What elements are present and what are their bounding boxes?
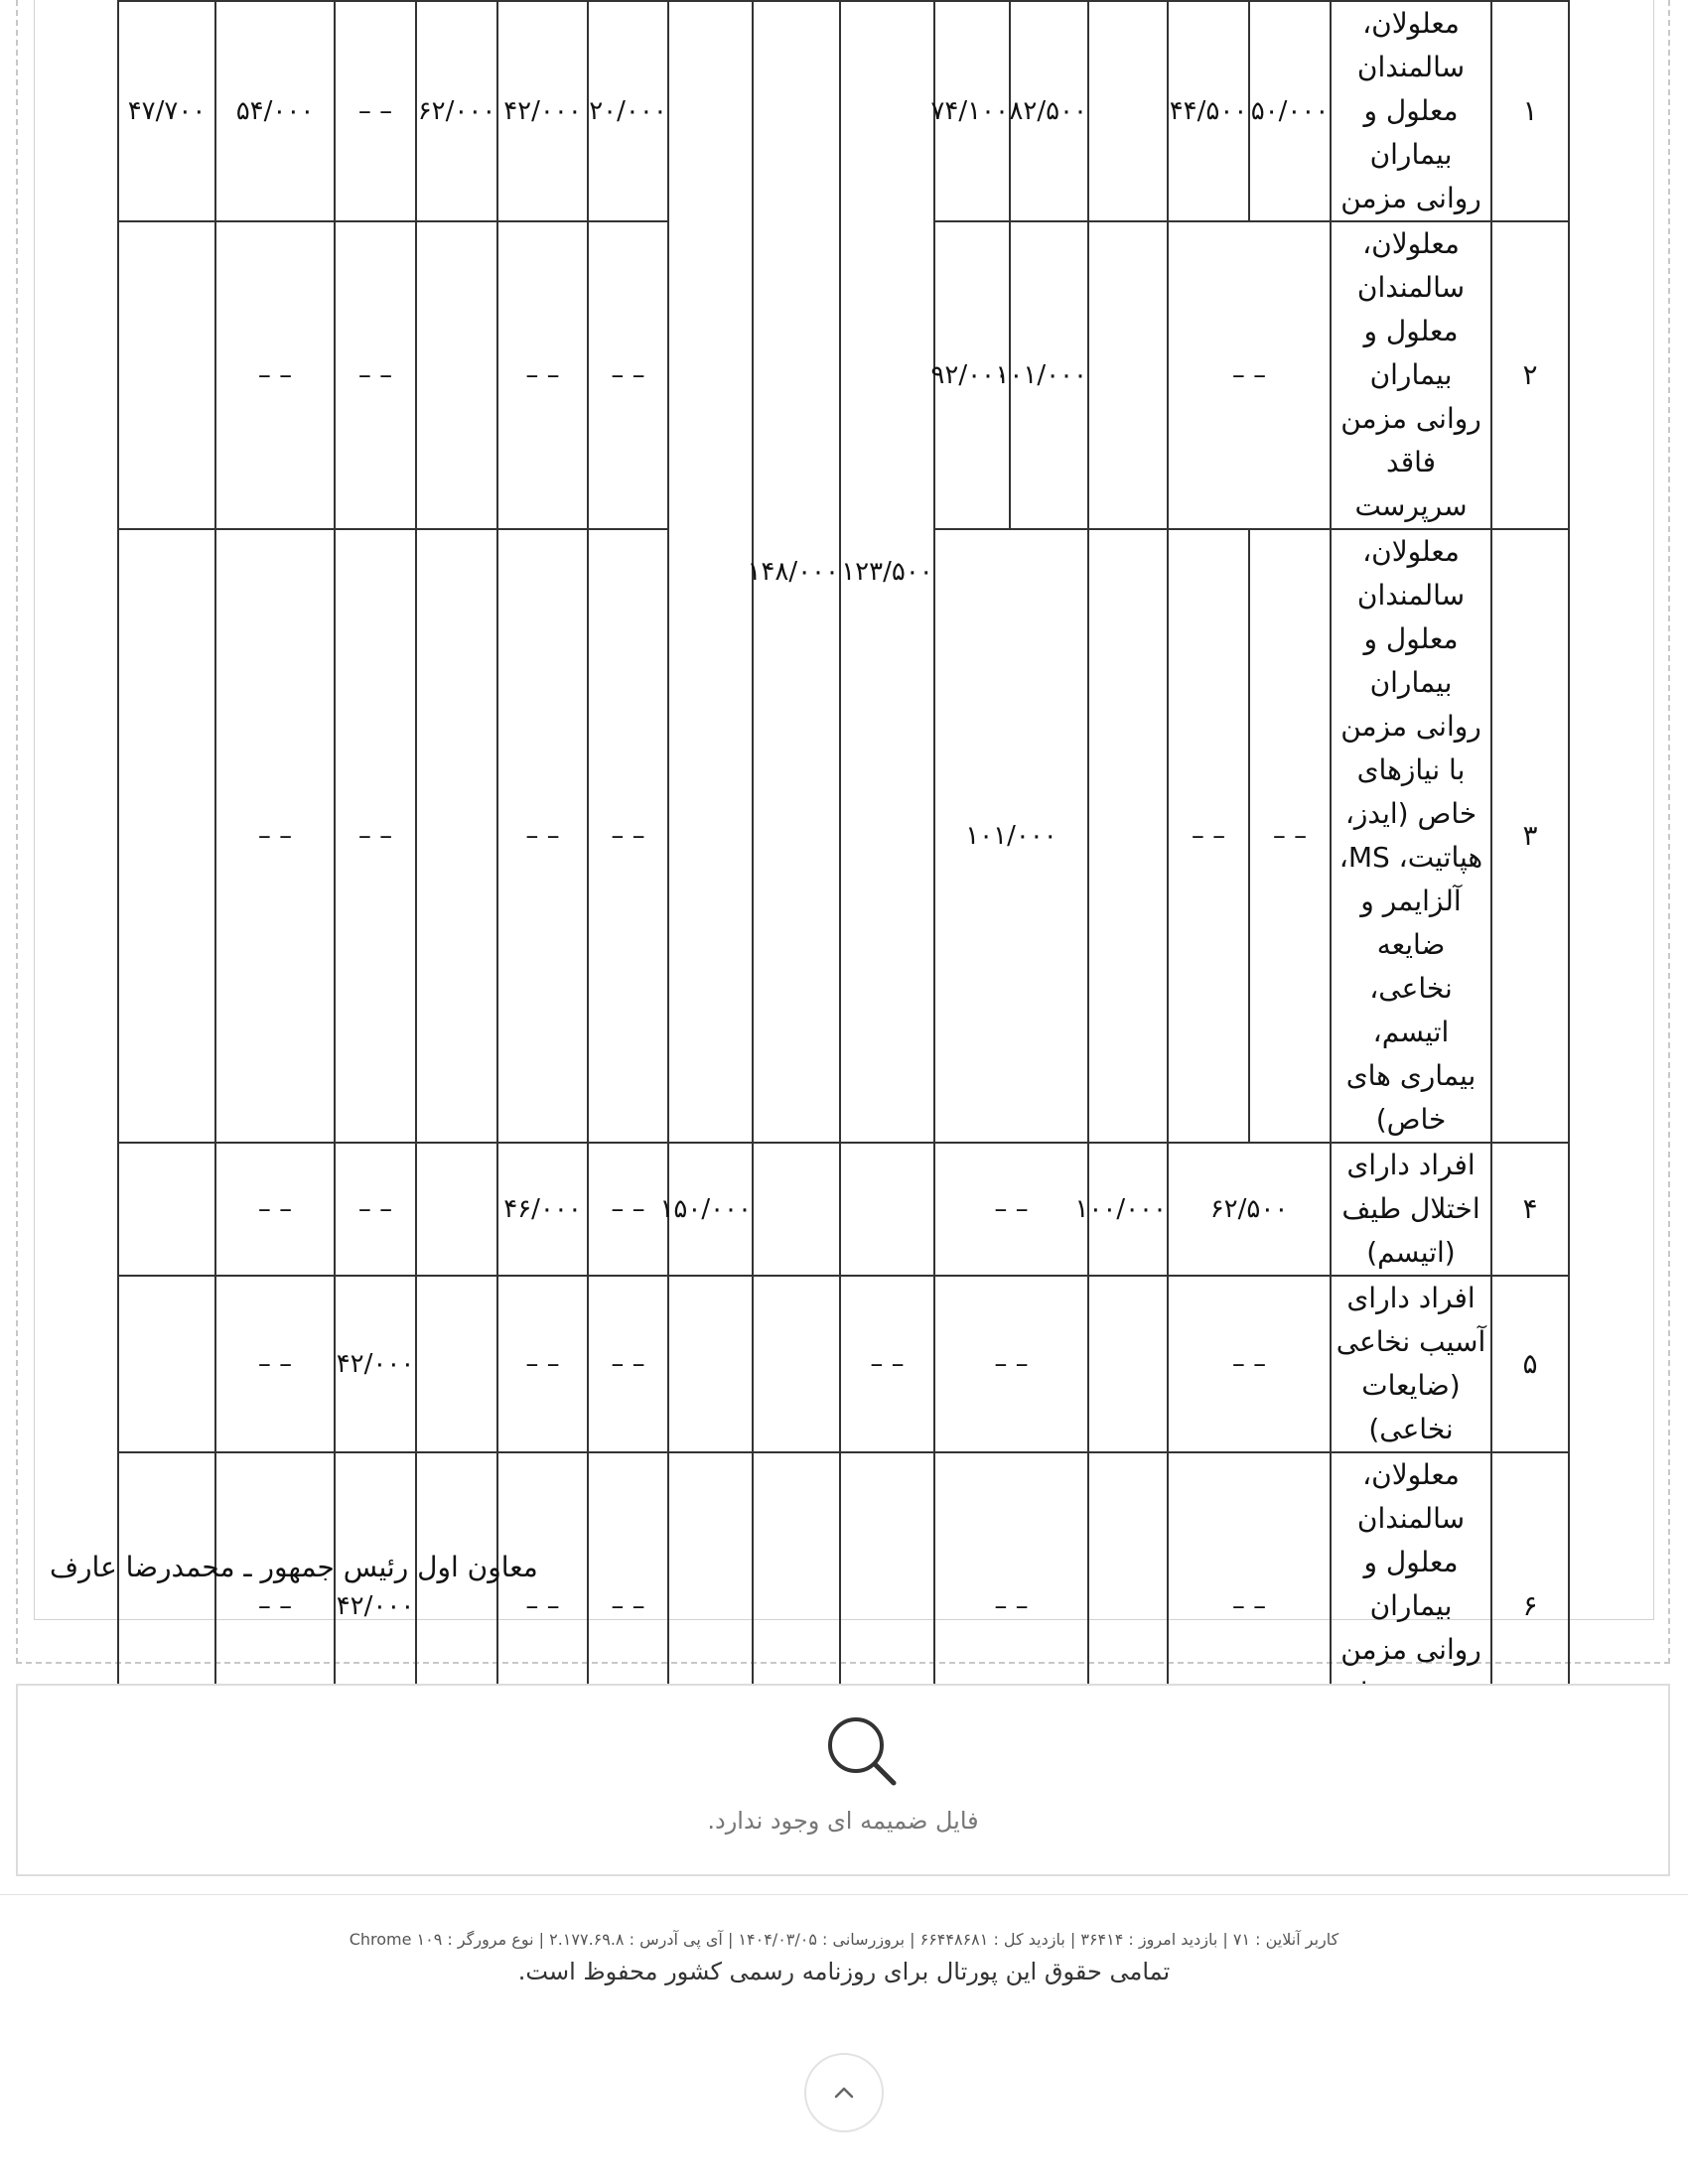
merged-cell: ۱۴۸/۰۰۰ <box>753 1 840 1143</box>
row-description: معلولان، سالمندان معلول و بیماران روانی مزمن <box>1331 1452 1491 1760</box>
table-cell: – – <box>1249 529 1331 1143</box>
table-cell: ۵۰/۰۰۰ <box>1249 1 1331 221</box>
row-description: معلولان، سالمندان معلول و بیماران روانی مزمن فاقد سرپرست <box>1331 221 1491 529</box>
no-attachment-message: فایل ضمیمه ای وجود ندارد. <box>707 1807 979 1835</box>
chevron-up-icon <box>832 2083 856 2103</box>
table-cell: ۶۲/۵۰۰ <box>1168 1143 1331 1276</box>
footer-divider <box>0 1894 1688 1895</box>
row-description: معلولان، سالمندان معلول و بیماران روانی مزمن با نیازهای خاص (ایدز، هپاتیت، MS، آلزایمر و ضایعه نخاعی، اتیسم، بیماری های خاص) <box>1331 529 1491 1143</box>
table-row <box>118 1276 1569 1452</box>
table-cell: – – <box>934 1276 1088 1452</box>
table-cell: – – <box>335 221 416 529</box>
table-cell: ۴۷/۷۰۰ <box>118 1 215 221</box>
search-icon <box>824 1713 900 1789</box>
table-cell: ۱۰۰/۰۰۰ <box>1088 1143 1168 1276</box>
merged-cell: ۱۲۳/۵۰۰ <box>840 1 934 1143</box>
table-cell <box>118 221 215 529</box>
row-description: افراد دارای آسیب نخاعی (ضایعات نخاعی) <box>1331 1276 1491 1452</box>
table-cell <box>1088 1276 1168 1452</box>
table-cell: – – <box>588 529 668 1143</box>
table-cell: ۴۲/۰۰۰ <box>497 1 588 221</box>
table-cell: ۴۶/۰۰۰ <box>497 1143 588 1276</box>
table-cell <box>416 1276 497 1452</box>
row-description: افراد دارای اختلال طیف (اتیسم) <box>1331 1143 1491 1276</box>
table-cell: ۷۴/۱۰۰ <box>934 1 1010 221</box>
table-cell: – – <box>215 529 335 1143</box>
row-number: ۵ <box>1491 1276 1569 1452</box>
table-cell <box>416 1143 497 1276</box>
signature: معاون اول رئیس جمهور ـ محمدرضا عارف <box>50 1551 538 1583</box>
table-cell <box>416 221 497 529</box>
table-cell: ۱۰۱/۰۰۰ <box>934 529 1088 1143</box>
table-cell: – – <box>1168 1452 1331 1760</box>
table-cell <box>668 1276 753 1452</box>
scroll-to-top-button[interactable] <box>804 2053 884 2132</box>
table-cell: – – <box>1168 529 1249 1143</box>
table-cell: ۸۲/۵۰۰ <box>1010 1 1088 221</box>
row-number: ۳ <box>1491 529 1569 1143</box>
table-cell: – – <box>335 529 416 1143</box>
table-cell: ۹۲/۰۰۰ <box>934 221 1010 529</box>
table-cell: – – <box>497 529 588 1143</box>
table-cell: ۵۴/۰۰۰ <box>215 1 335 221</box>
table-cell: – – <box>497 221 588 529</box>
table-cell: – – <box>215 1452 335 1760</box>
row-number: ۲ <box>1491 221 1569 529</box>
table-cell: – – <box>335 1143 416 1276</box>
table-row <box>118 1143 1569 1276</box>
table-cell <box>416 529 497 1143</box>
table-cell: ۴۲/۰۰۰ <box>335 1452 416 1760</box>
table-cell: – – <box>588 1143 668 1276</box>
table-cell: – – <box>588 1276 668 1452</box>
table-cell: ۱۰۱/۰۰۰ <box>1010 221 1088 529</box>
table-cell: – – <box>215 221 335 529</box>
copyright-notice: تمامی حقوق این پورتال برای روزنامه رسمی کشور محفوظ است. <box>517 1958 1171 1985</box>
table-cell: – – <box>1168 1276 1331 1452</box>
table-cell: – – <box>497 1276 588 1452</box>
table-cell <box>1088 529 1168 1143</box>
attachment-panel <box>16 1684 1670 1876</box>
table-cell: – – <box>1168 221 1331 529</box>
table-cell: ۴۲/۰۰۰ <box>335 1276 416 1452</box>
table-cell: ۱۵۰/۰۰۰ <box>668 1143 753 1276</box>
table-cell: – – <box>497 1452 588 1760</box>
table-cell: – – <box>934 1452 1088 1760</box>
table-cell: – – <box>215 1143 335 1276</box>
table-cell: ۴۴/۵۰۰ <box>1168 1 1249 221</box>
table-row <box>118 1 1569 221</box>
table-cell <box>753 1276 840 1452</box>
table-cell: – – <box>335 1 416 221</box>
table-cell <box>840 1143 934 1276</box>
table-cell <box>118 529 215 1143</box>
row-number: ۶ <box>1491 1452 1569 1760</box>
row-description: معلولان، سالمندان معلول و بیماران روانی مزمن <box>1331 1 1491 221</box>
table-cell: – – <box>215 1276 335 1452</box>
table-cell: ۲۰/۰۰۰ <box>588 1 668 221</box>
table-cell <box>1088 221 1168 529</box>
table-cell <box>118 1276 215 1452</box>
table-cell: – – <box>588 1452 668 1760</box>
site-stats: کاربر آنلاین : ۷۱ | بازدید امروز : ۳۶۴۱۴ | بازدید کل : ۶۶۴۴۸۶۸۱ | بروزرسانی : ۱۴۰۴/۰۳/۰۵ | آی پی آدرس : ۲.۱۷۷.۶۹.۸ | نوع مرورگر : Chrome ۱۰۹ <box>349 1930 1339 1949</box>
row-number: ۴ <box>1491 1143 1569 1276</box>
table-cell: ۶۲/۰۰۰ <box>416 1 497 221</box>
table-cell: – – <box>934 1143 1088 1276</box>
table-cell <box>118 1143 215 1276</box>
table-cell: – – <box>588 221 668 529</box>
table-cell <box>668 1 753 1143</box>
tariff-table <box>117 0 1570 1761</box>
table-cell: – – <box>840 1276 934 1452</box>
table-cell <box>753 1143 840 1276</box>
row-number: ۱ <box>1491 1 1569 221</box>
table-cell <box>1088 1 1168 221</box>
